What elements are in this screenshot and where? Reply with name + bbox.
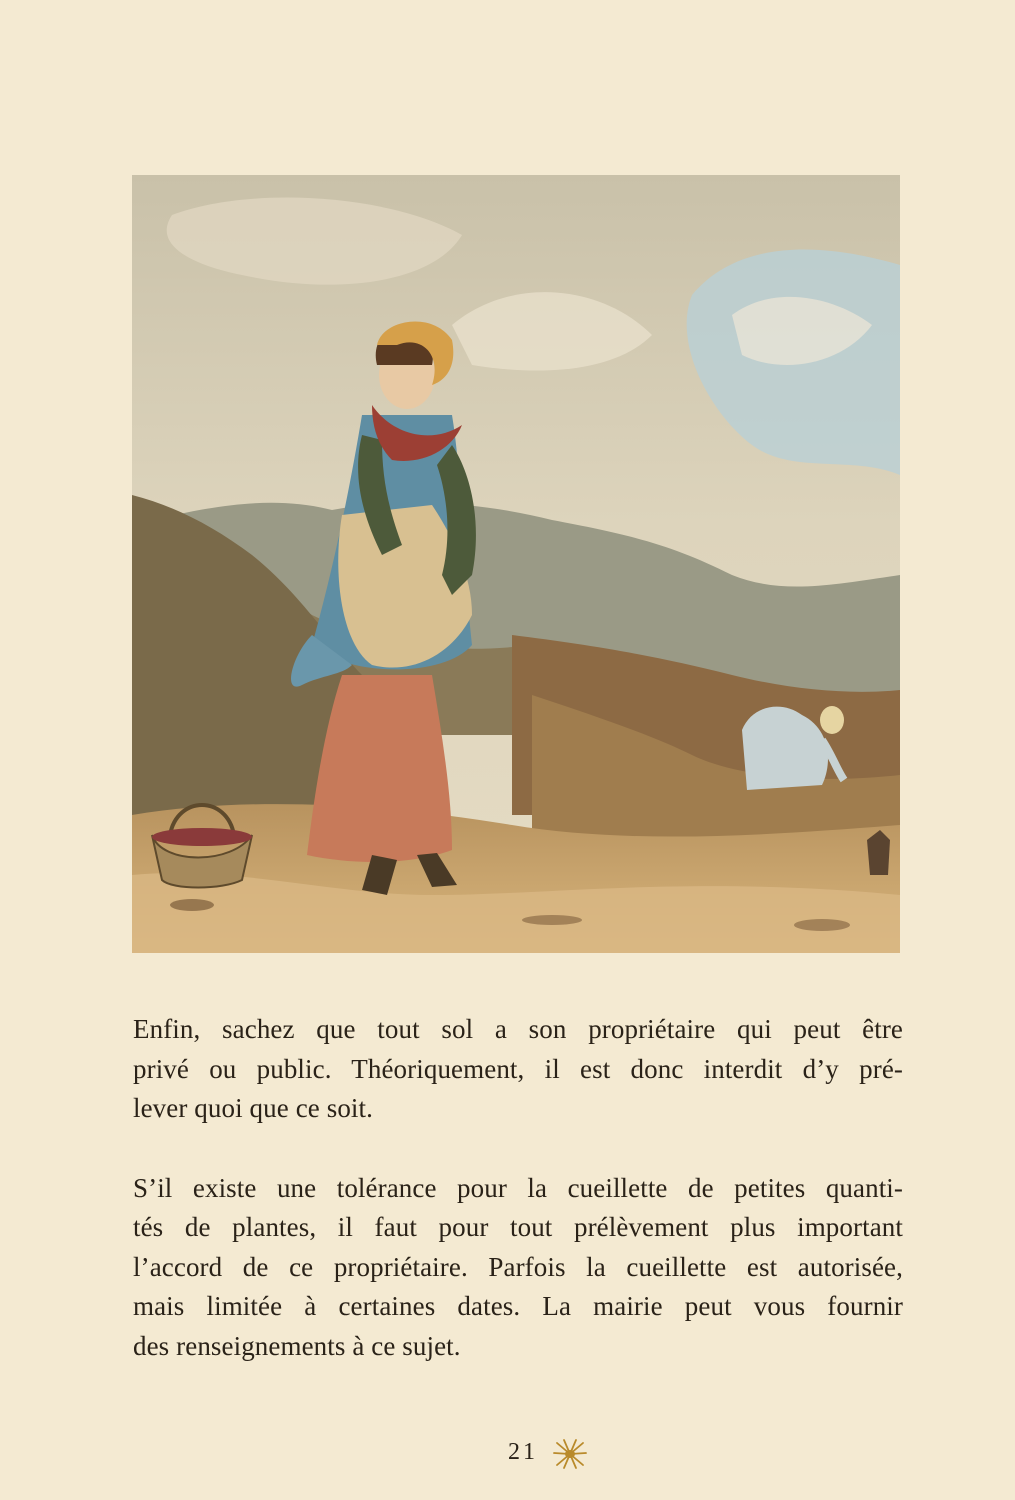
text-line: S’il existe une tolérance pour la cueillette de petites quanti- — [133, 1172, 903, 1203]
text-line: des renseignements à ce sujet. — [133, 1330, 461, 1361]
text-line: privé ou public. Théoriquement, il est donc interdit d’y pré- — [133, 1053, 903, 1084]
text-line: tés de plantes, il faut pour tout prélèvement plus important — [133, 1212, 903, 1242]
paragraph-2 — [133, 1169, 903, 1367]
spider-ornament-icon — [551, 1437, 589, 1471]
text-line: l’accord de ce propriétaire. Parfois la cueillette est autorisée, — [133, 1251, 903, 1282]
text-line: Enfin, sachez que tout sol a son propriétaire qui peut être — [133, 1014, 903, 1044]
body-text — [133, 1010, 903, 1366]
paragraph-1 — [133, 1010, 903, 1129]
page-footer — [0, 1437, 1015, 1477]
page-number: 21 — [508, 1439, 538, 1465]
text-line: mais limitée à certaines dates. La mairie peut vous fournir — [133, 1291, 903, 1321]
text-line: lever quoi que ce soit. — [133, 1093, 373, 1123]
woman-gathering-plants-on-moor-icon — [132, 175, 900, 953]
illustration — [132, 175, 900, 953]
